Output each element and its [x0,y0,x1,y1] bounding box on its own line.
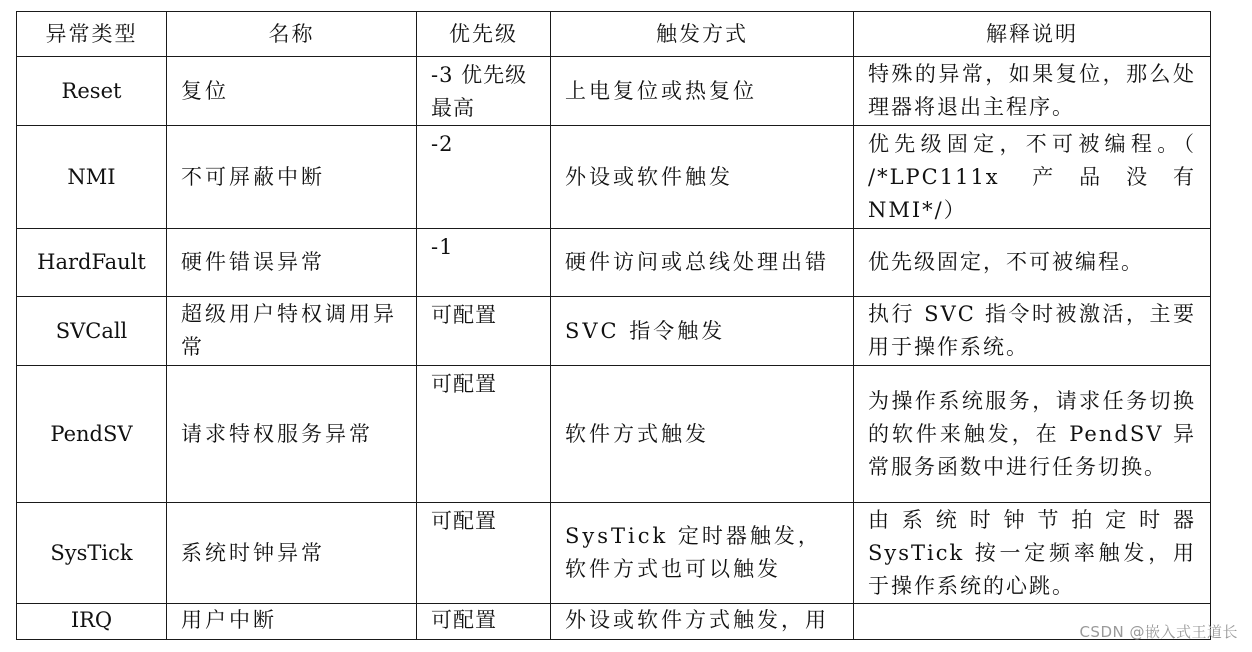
cell-priority: 可配置 [417,366,551,503]
cell-trigger: SysTick 定时器触发，软件方式也可以触发 [551,503,854,604]
cell-name: 用户中断 [167,604,417,640]
cell-trigger: 软件方式触发 [551,366,854,503]
cell-trigger: 外设或软件触发 [551,126,854,229]
cell-type: NMI [17,126,167,229]
cell-name: 硬件错误异常 [167,229,417,297]
cell-trigger: 硬件访问或总线处理出错 [551,229,854,297]
table-row [17,229,1211,297]
cell-type: IRQ [17,604,167,640]
header-description: 解释说明 [854,12,1211,57]
cell-type: Reset [17,57,167,126]
table-row [17,366,1211,503]
table-row [17,604,1211,640]
cell-name: 超级用户特权调用异常 [167,297,417,366]
cell-priority: 可配置 [417,503,551,604]
table-row [17,297,1211,366]
exception-table [16,11,1211,640]
cell-type: SysTick [17,503,167,604]
table-header-row [17,12,1211,57]
cell-description: 为操作系统服务，请求任务切换的软件来触发，在 PendSV 异常服务函数中进行任务切换。 [854,366,1211,503]
cell-priority: 可配置 [417,604,551,640]
cell-type: PendSV [17,366,167,503]
table-row [17,126,1211,229]
watermark: CSDN @嵌入式王道长 [1079,623,1238,641]
cell-name: 复位 [167,57,417,126]
cell-priority: -3 优先级最高 [417,57,551,126]
cell-trigger: 上电复位或热复位 [551,57,854,126]
table-row [17,503,1211,604]
cell-description: 执行 SVC 指令时被激活，主要用于操作系统。 [854,297,1211,366]
cell-trigger: 外设或软件方式触发，用 [551,604,854,640]
cell-description: 优先级固定，不可被编程。 [854,229,1211,297]
header-trigger: 触发方式 [551,12,854,57]
cell-trigger: SVC 指令触发 [551,297,854,366]
cell-type: HardFault [17,229,167,297]
cell-type: SVCall [17,297,167,366]
cell-priority: -2 [417,126,551,229]
table-row [17,57,1211,126]
cell-priority: -1 [417,229,551,297]
cell-name: 请求特权服务异常 [167,366,417,503]
header-priority: 优先级 [417,12,551,57]
cell-priority: 可配置 [417,297,551,366]
cell-description: 由系统时钟节拍定时器 SysTick 按一定频率触发，用于操作系统的心跳。 [854,503,1211,604]
cell-name: 系统时钟异常 [167,503,417,604]
cell-description: 优先级固定，不可被编程。（ /*LPC111x 产品没有 NMI*/） [854,126,1211,229]
header-exception-type: 异常类型 [17,12,167,57]
cell-description: 特殊的异常，如果复位，那么处理器将退出主程序。 [854,57,1211,126]
cell-name: 不可屏蔽中断 [167,126,417,229]
header-name: 名称 [167,12,417,57]
